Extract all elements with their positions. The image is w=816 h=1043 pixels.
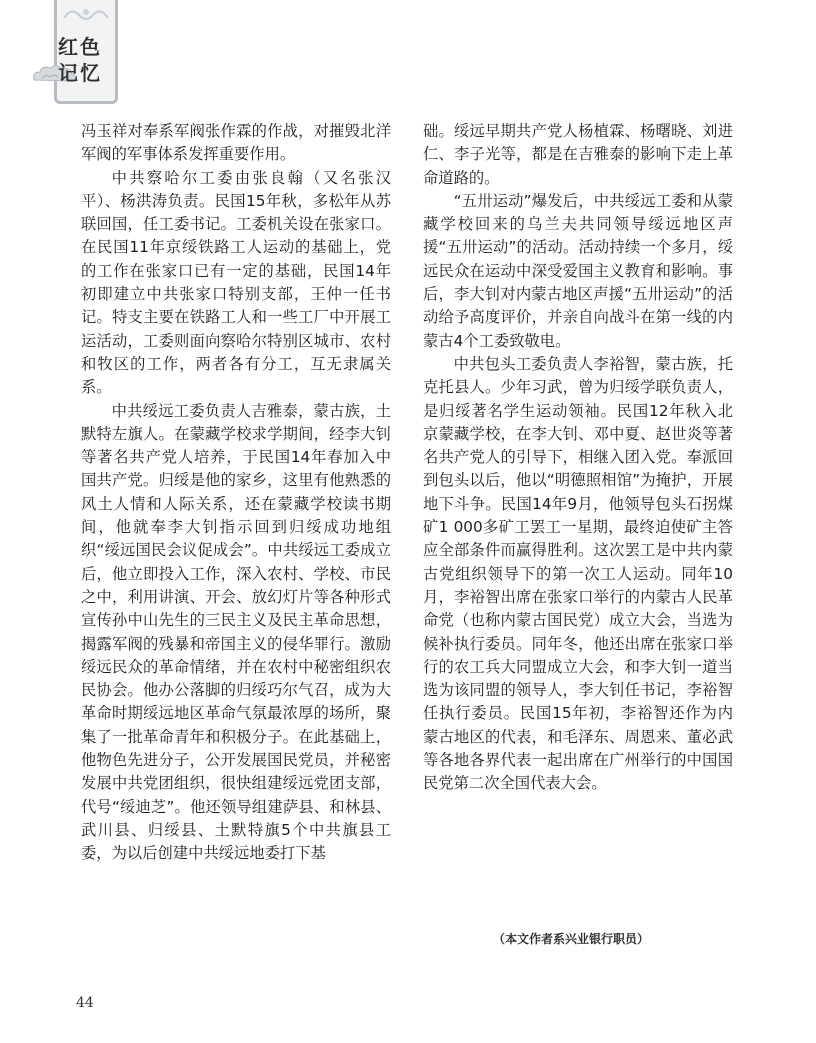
paragraph: 中共包头工委负责人李裕智，蒙古族，托克托县人。少年习武，曾为归绥学联负责人，是归绥著名学生运动领袖。民国12年秋入北京蒙藏学校，在李大钊、邓中夏、赵世炎等著名共产党人的引导下，相继入团入党。奉派回到包头以后，他以“明德照相馆”为掩护，开展地下斗争。民国14年9月，他领导包头石拐煤矿1 000多矿工罢工一星期，最终迫使矿主答应全部条件而赢得胜利。这次罢工是中共内蒙古党组织领导下的第一次工人运动。同年10月，李裕智出席在张家口举行的内蒙古人民革命党（也称内蒙古国民党）成立大会，当选为候补执行委员。同年冬，他还出席在张家口举行的农工兵大同盟成立大会，和李大钊一道当选为该同盟的领导人，李大钊任书记，李裕智任执行委员。民国15年初，李裕智还作为内蒙古地区的代表，和毛泽东、周恩来、董必武等各地各界代表一起出席在广州举行的中国国民党第二次全国代表大会。 bbox=[423, 354, 733, 793]
paragraph: 础。绥远早期共产党人杨植霖、杨曙晓、刘进仁、李子光等，都是在吉雅泰的影响下走上革命道路的。 bbox=[423, 122, 733, 187]
ornament-icon bbox=[60, 4, 112, 26]
section-header-tab bbox=[54, 0, 118, 108]
left-column bbox=[81, 120, 391, 866]
paragraph: 冯玉祥对奉系军阀张作霖的作战，对摧毁北洋军阀的军事体系发挥重要作用。 bbox=[81, 122, 391, 164]
page-number: 44 bbox=[76, 995, 94, 1011]
paragraph: “五卅运动”爆发后，中共绥远工委和从蒙藏学校回来的乌兰夫共同领导绥远地区声援“五卅运动”的活动。活动持续一个多月，绥远民众在运动中深受爱国主义教育和影响。事后，李大钊对内蒙古地区声援“五卅运动”的活动给予高度评价，并亲自向战斗在第一线的内蒙古4个工委致敬电。 bbox=[423, 191, 733, 350]
paragraph: 中共绥远工委负责人吉雅泰，蒙古族，土默特左旗人。在蒙藏学校求学期间，经李大钊等著名共产党人培养，于民国14年春加入中国共产党。归绥是他的家乡，这里有他熟悉的风土人情和人际关系，还在蒙藏学校读书期间，他就奉李大钊指示回到归绥成功地组织“绥远国民会议促成会”。中共绥远工委成立后，他立即投入工作，深入农村、学校、市民之中，利用讲演、开会、放幻灯片等各种形式宣传孙中山先生的三民主义及民主革命思想，揭露军阀的残暴和帝国主义的侵华罪行。激励绥远民众的革命情绪，并在农村中秘密组织农民协会。他办公落脚的归绥巧尔气召，成为大革命时期绥远地区革命气氛最浓厚的场所，聚集了一批革命青年和积极分子。在此基础上，他物色先进分子，公开发展国民党员，并秘密发展中共党团组织，很快组建绥远党团支部，代号“绥迪芝”。他还领导组建萨县、和林县、武川县、归绥县、土默特旗5个中共旗县工委，为以后创建中共绥远地委打下基 bbox=[81, 401, 391, 863]
right-column bbox=[423, 120, 733, 796]
section-label: 红色记忆 bbox=[58, 35, 102, 85]
paragraph: 中共察哈尔工委由张良翰（又名张汉平）、杨洪涛负责。民国15年秋，多松年从苏联回国，任工委书记。工委机关设在张家口。在民国11年京绥铁路工人运动的基础上，党的工作在张家口已有一定的基础，民国14年初即建立中共张家口特别支部，王仲一任书记。特支主要在铁路工人和一些工厂中开展工运活动，工委则面向察哈尔特别区城市、农村和牧区的工作，两者各有分工，互无隶属关系。 bbox=[81, 168, 391, 397]
author-byline: （本文作者系兴业银行职员） bbox=[493, 932, 650, 946]
